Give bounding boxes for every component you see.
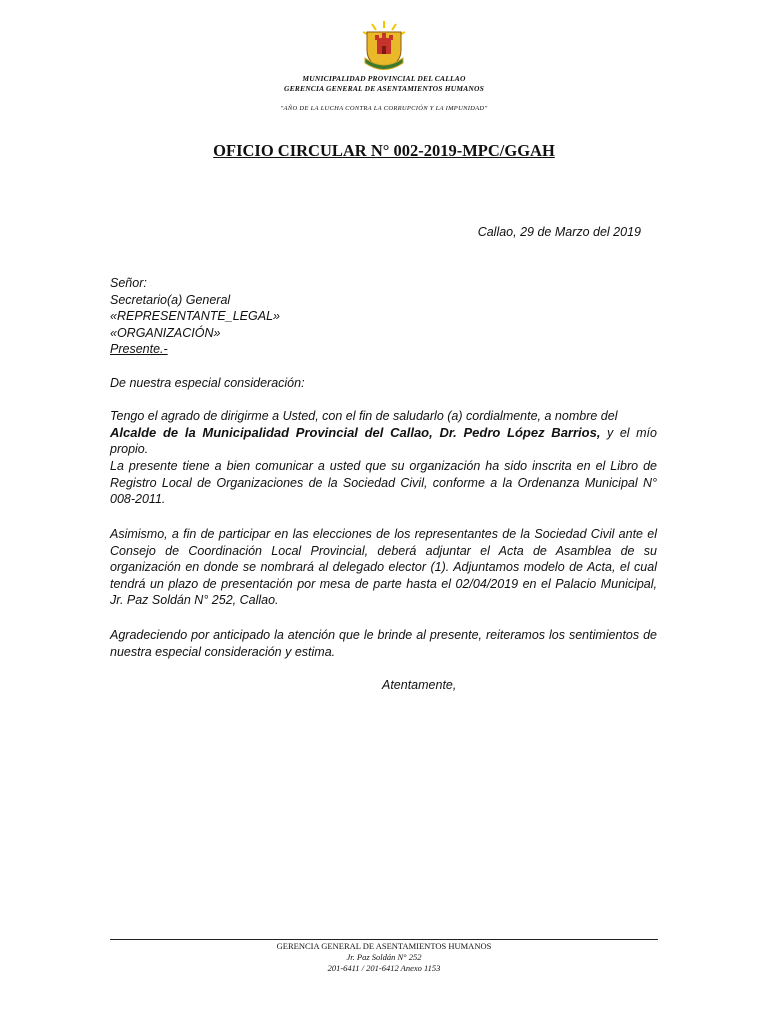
- recipient-presente: Presente.-: [110, 342, 168, 356]
- registration-paragraph: La presente tiene a bien comunicar a usted que su organización ha sido inscrita en el Libro de Registro Local de Organizaciones de la Sociedad Civil, conforme a la Ordenanza Municipal N° 008-2011.: [110, 459, 657, 506]
- footer-divider: [110, 939, 658, 940]
- recipient-block: [110, 275, 280, 358]
- footer-address: Jr. Paz Soldán N° 252: [346, 952, 422, 962]
- closing-signoff: Atentamente,: [382, 678, 457, 692]
- thanks-paragraph: Agradeciendo por anticipado la atención que le brinde al presente, reiteramos los sentimientos de nuestra especial consideración y estima.: [110, 628, 657, 659]
- mayor-name: Alcalde de la Municipalidad Provincial del Callao, Dr. Pedro López Barrios,: [110, 424, 601, 440]
- intro-paragraph: [110, 408, 657, 458]
- institution-name: MUNICIPALIDAD PROVINCIAL DEL CALLAO: [302, 74, 466, 83]
- intro-ending: y el mío propio.: [110, 425, 657, 456]
- callao-coat-of-arms-icon: [358, 20, 410, 72]
- recipient-organization-field: «ORGANIZACIÓN»: [110, 325, 221, 340]
- footer-department: GERENCIA GENERAL DE ASENTAMIENTOS HUMANOS: [276, 941, 492, 951]
- year-motto: "AÑO DE LA LUCHA CONTRA LA CORRUPCIÓN Y LA IMPUNIDAD": [280, 105, 488, 112]
- department-name: GERENCIA GENERAL DE ASENTAMIENTOS HUMANOS: [283, 84, 485, 93]
- document-title: OFICIO CIRCULAR N° 002-2019-MPC/GGAH: [213, 141, 555, 160]
- footer-phones: 201-6411 / 201-6412 Anexo 1153: [327, 963, 441, 973]
- election-paragraph: Asimismo, a fin de participar en las elecciones de los representantes de la Sociedad Civil ante el Consejo de Coordinación Local Provincial, deberá adjuntar el Acta de Asamblea de su organización en donde se nombrará al delegado elector (1). Adjuntamos modelo de Acta, el cual tendrá un plazo de presentación por mesa de parte hasta el 02/04/2019 en el Palacio Municipal, Jr. Paz Soldán N° 252, Callao.: [110, 527, 657, 607]
- recipient-title: Secretario(a) General: [110, 292, 231, 307]
- intro-text: Tengo el agrado de dirigirme a Usted, con el fin de saludarlo (a) cordialmente, a nombre del: [110, 409, 618, 423]
- letter-date: Callao, 29 de Marzo del 2019: [477, 225, 641, 239]
- recipient-salutation: Señor:: [110, 276, 147, 290]
- recipient-name-field: «REPRESENTANTE_LEGAL»: [110, 309, 280, 323]
- greeting-paragraph: De nuestra especial consideración:: [110, 376, 305, 390]
